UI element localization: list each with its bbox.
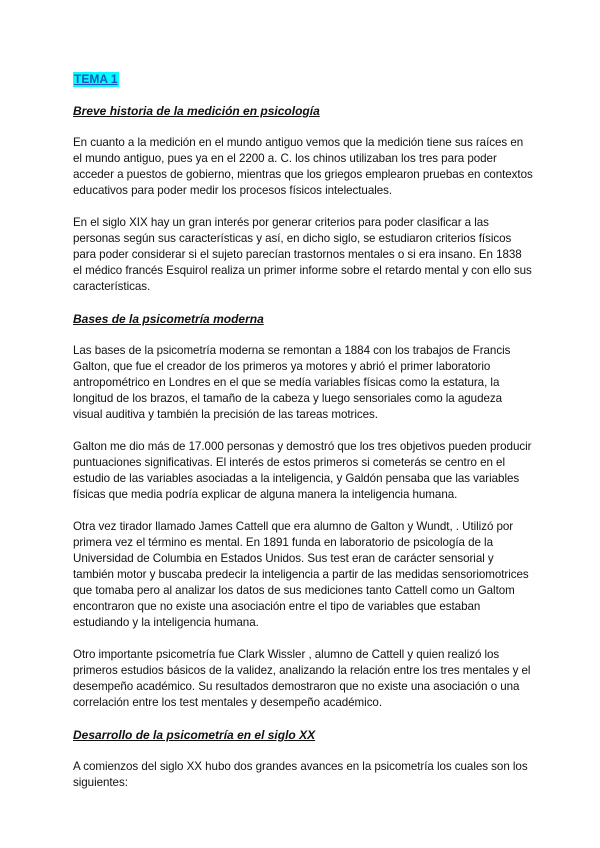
paragraph: Otro importante psicometría fue Clark Wissler , alumno de Cattell y quien realizó los primeros estudios básicos de la validez, analizando la relación entre los tres mentales y el desempeño académico. Su resultados demostraron que no existe una asociación o una correlación entre los test mentales y desempeño académico.: [73, 648, 531, 709]
topic-badge: TEMA 1: [74, 72, 118, 86]
paragraph: Las bases de la psicometría moderna se remontan a 1884 con los trabajos de Francis Galton, que fue el creador de los primeros ya motores y abrió el primer laboratorio antropométrico en Londres en el que se medía variables físicas como la estatura, la longitud de los brazos, el tamaño de la cabeza y luego sensoriales como la agudeza visual auditiva y también la precisión de las tareas motrices.: [73, 344, 511, 421]
paragraph: A comienzos del siglo XX hubo dos grandes avances en la psicometría los cuales son los siguientes:: [73, 760, 528, 789]
paragraph: En el siglo XIX hay un gran interés por generar criterios para poder clasificar a las personas según sus características y así, en dicho siglo, se estudiaron criterios físicos para poder considerar si el sujeto parecían trastornos mentales o si era insano. En 1838 el médico francés Esquirol realiza un primer informe sobre el retardo mental y con ello sus características.: [73, 216, 532, 293]
document-page: [73, 70, 533, 807]
section-heading-history: Breve historia de la medición en psicología: [73, 104, 320, 118]
paragraph: En cuanto a la medición en el mundo antiguo vemos que la medición tiene sus raíces en el mundo antiguo, pues ya en el 2200 a. C. los chinos utilizaban los tres para poder acceder a puestos de gobierno, mientras que los griegos emplearon pruebas en contextos educativos para poder medir los procesos físicos intelectuales.: [73, 136, 533, 197]
section-heading-bases: Bases de la psicometría moderna: [73, 312, 264, 326]
paragraph: Otra vez tirador llamado James Cattell que era alumno de Galton y Wundt, . Utilizó por primera vez el término es mental. En 1891 funda en laboratorio de psicología de la Universidad de Columbia en Estados Unidos. Sus test eran de carácter sensorial y también motor y buscaba predecir la inteligencia a partir de las medidas sensoriomotrices que tomaba pero al analizar los datos de sus mediciones tanto Cattell como un Galtom encontraron que no existe una asociación entre el tipo de variables que estaban estudiando y la inteligencia humana.: [73, 520, 529, 629]
section-heading-development: Desarrollo de la psicometría en el siglo XX: [73, 728, 316, 742]
paragraph: Galton me dio más de 17.000 personas y demostró que los tres objetivos pueden producir puntuaciones significativas. El interés de estos primeros si cometerás se centro en el estudio de las variables asociadas a la inteligencia, y Galdón pensaba que las variables físicas que media podría explicar de alguna manera la inteligencia humana.: [73, 440, 532, 501]
